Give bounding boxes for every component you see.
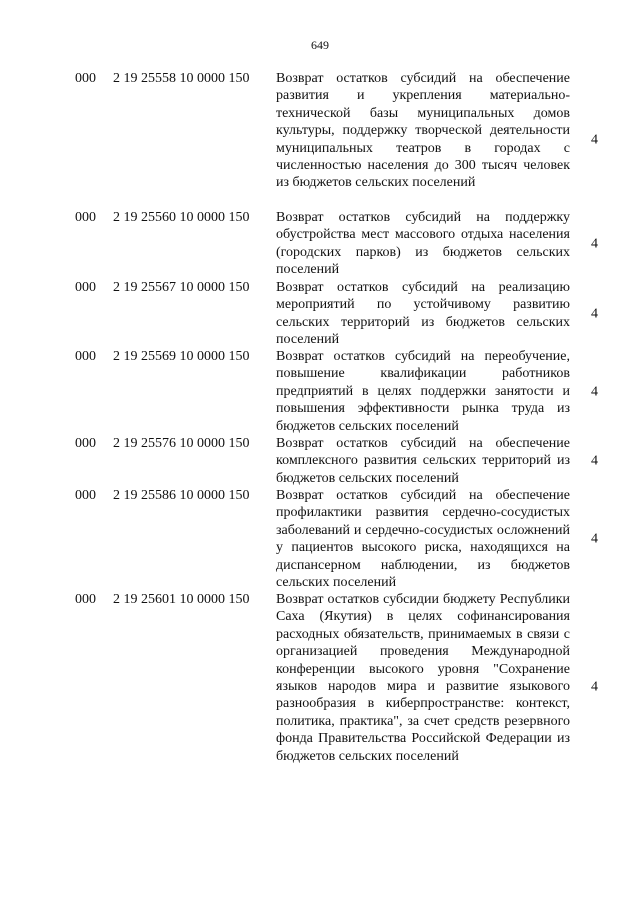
admin-code-cell: 000 [75, 349, 96, 364]
description-cell: Возврат остатков субсидии бюджету Республики Саха (Якутия) в целях софинансирования расходных обязательств, принимаемых в связи с организацией проведения Международной конференции высокого уровня "Сохранение языков народов мира и развитие языкового разнообразия в киберпространстве: контекст, политика, практика", за счет средств резервного фонда Правительства Российской Федерации из бюджетов сельских поселений [276, 592, 570, 764]
description-cell: Возврат остатков субсидий на реализацию мероприятий по устойчивому развитию сельских территорий из бюджетов сельских поселений [276, 280, 570, 348]
admin-code-cell: 000 [75, 592, 96, 607]
table-row [0, 348, 640, 435]
value-cell: 4 [591, 132, 598, 147]
kbk-code-cell: 2 19 25560 10 0000 150 [113, 210, 250, 225]
kbk-code-cell: 2 19 25576 10 0000 150 [113, 436, 250, 451]
table-row [0, 70, 640, 209]
page-number: 649 [311, 38, 329, 52]
admin-code-cell: 000 [75, 488, 96, 503]
description-cell: Возврат остатков субсидий на обеспечение профилактики развития сердечно-сосудистых заболеваний и сердечно-сосудистых осложнений у пациентов высокого риска, находящихся на диспансерном наблюдении, из бюджетов сельских поселений [276, 488, 570, 591]
value-cell: 4 [591, 453, 598, 469]
description-cell: Возврат остатков субсидий на обеспечение комплексного развития сельских территорий из бюджетов сельских поселений [276, 436, 570, 486]
admin-code-cell: 000 [75, 71, 96, 86]
value-cell: 4 [591, 236, 598, 252]
budget-code-table [0, 70, 640, 783]
value-cell: 4 [591, 306, 598, 321]
admin-code-cell: 000 [75, 436, 96, 451]
kbk-code-cell: 2 19 25569 10 0000 150 [113, 349, 250, 364]
admin-code-cell: 000 [75, 280, 96, 295]
value-cell: 4 [591, 531, 598, 547]
table-row [0, 487, 640, 591]
table-row [0, 435, 640, 487]
kbk-code-cell: 2 19 25601 10 0000 150 [113, 592, 250, 607]
table-row [0, 279, 640, 348]
table-row [0, 209, 640, 279]
description-cell: Возврат остатков субсидий на обеспечение развития и укрепления материально-технической базы муниципальных домов культуры, поддержку творческой деятельности муниципальных театров в городах с численностью населения до 300 тысяч человек из бюджетов сельских поселений [276, 71, 570, 191]
kbk-code-cell: 2 19 25558 10 0000 150 [113, 71, 250, 86]
description-cell: Возврат остатков субсидий на переобучение, повышение квалификации работников предприятий в целях поддержки занятости и повышения эффективности рынка труда из бюджетов сельских поселений [276, 349, 570, 434]
kbk-code-cell: 2 19 25567 10 0000 150 [113, 280, 250, 295]
value-cell: 4 [591, 384, 598, 399]
table-row [0, 591, 640, 783]
admin-code-cell: 000 [75, 210, 96, 225]
kbk-code-cell: 2 19 25586 10 0000 150 [113, 488, 250, 503]
value-cell: 4 [591, 679, 598, 695]
description-cell: Возврат остатков субсидий на поддержку обустройства мест массового отдыха населения (городских парков) из бюджетов сельских поселений [276, 210, 570, 278]
